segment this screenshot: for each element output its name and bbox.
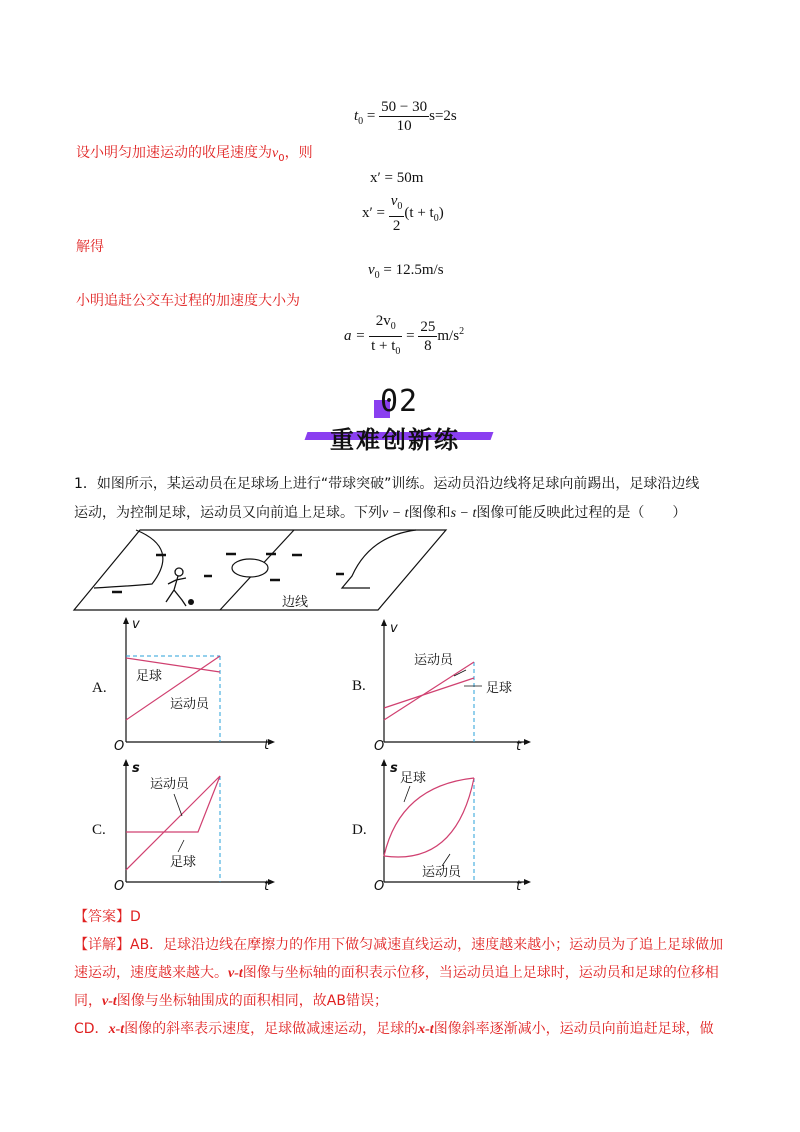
explain-line-2: 速运动，速度越来越大。v-t图像与坐标轴的面积表示位移，当运动员追上足球时，运动员和足球的位移相 [74,965,719,981]
ball-icon [188,599,194,605]
player-label: 运动员 [170,697,210,712]
axis-x-label: t [516,879,522,892]
axis-x-label: t [264,738,270,752]
axis-x-label: t [516,739,522,752]
section-number: 02 [380,384,419,419]
center-circle [232,559,268,577]
formula-v0: $v_0 = 12.5m/s$ [368,262,444,281]
explain-line-4: CD．x-t图像的斜率表示速度，足球做减速运动，足球的x-t图像斜率逐渐减小，运动员向前追赶足球，做 [74,1021,714,1037]
runner-icon [166,568,186,606]
player-label: 运动员 [414,653,454,668]
origin-label: O [114,739,125,752]
football-field-figure [70,528,450,614]
penalty-arc-right [342,530,416,588]
graph-option-c [112,756,282,892]
section-header [300,384,500,454]
origin-label: O [374,879,385,892]
option-label-d[interactable]: D. [352,822,367,838]
axis-y-label: v [132,617,140,632]
explain-line-1: 【详解】AB．足球沿边线在摩擦力的作用下做匀减速直线运动，速度越来越小；运动员为了追上足球做加 [74,937,724,953]
axis-x-label: t [264,879,270,892]
option-label-b[interactable]: B. [352,678,366,694]
graph-option-a [112,616,282,752]
formula-a: a = $\frac{2v_0}{t + t_0}$ = $\frac{25}{8}$ $m/s^2$ [344,313,465,357]
formula-t0: $t_0$ = $\frac{50 - 30}{10}$ s=2s [354,99,457,134]
origin-label: O [374,739,385,752]
line-v0-intro: 设小明匀加速运动的收尾速度为$v_0$，则 [76,145,313,164]
axis-y-label: s [390,761,398,776]
axis-y-label: s [132,761,140,776]
graph-option-d [370,756,540,892]
player-curve [384,778,474,857]
answer-value: D [130,909,141,925]
ball-label: 足球 [486,681,513,696]
question-line-1: 1．如图所示，某运动员在足球场上进行“带球突破”训练。运动员沿边线将足球向前踢出，足球沿边线 [74,476,700,492]
ball-label: 足球 [136,669,163,684]
ball-label: 足球 [170,855,197,870]
formula-x-prime-1: x′ = 50m [370,170,424,186]
option-label-c[interactable]: C. [92,822,106,838]
question-line-2: 运动，为控制足球，运动员又向前追上足球。下列v − t图像和s − t图像可能反映此过程的是（ ） [74,505,687,521]
ball-label: 足球 [400,771,427,786]
player-label: 运动员 [422,865,462,880]
line-jiede: 解得 [76,239,104,255]
section-title: 重难创新练 [330,426,460,454]
player-line [384,662,474,720]
axis-y-label: v [390,621,398,636]
option-label-a[interactable]: A. [92,680,107,696]
sideline-label: 边线 [282,595,309,610]
line-accel-intro: 小明追赶公交车过程的加速度大小为 [76,293,300,309]
answer-line: 【答案】D [74,909,141,925]
formula-x-prime-2: x′ = $\frac{v_0}{2}$ $(t + t_0)$ [362,193,444,234]
ball-line [384,678,474,708]
player-label: 运动员 [150,777,190,792]
penalty-arc-left [94,530,163,588]
explain-line-3: 同，v-t图像与坐标轴围成的面积相同，故AB错误； [74,993,388,1009]
graph-option-b [370,616,540,752]
origin-label: O [114,879,125,892]
